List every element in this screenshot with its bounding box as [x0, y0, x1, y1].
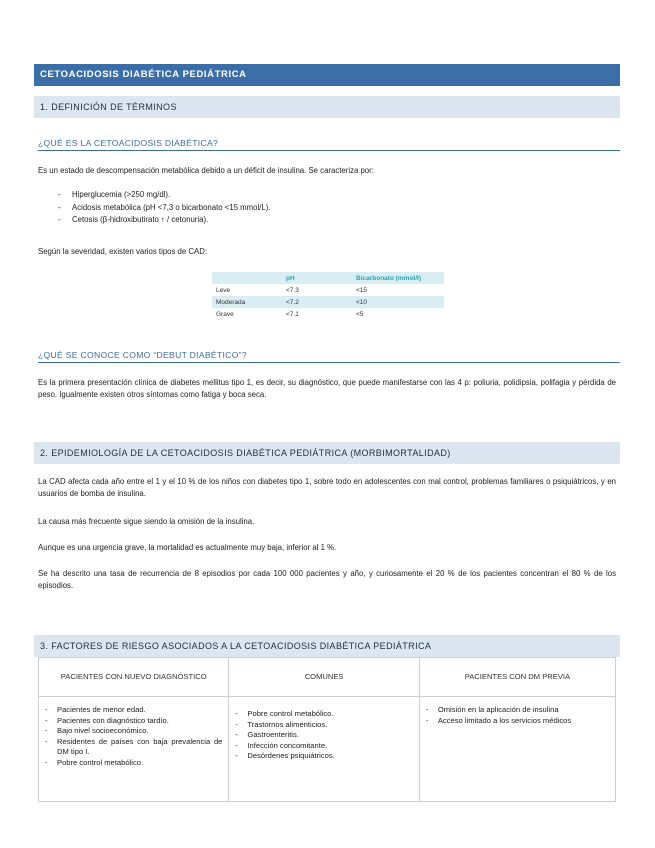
list-item: - Residentes de países con baja prevalencia de DM tipo I.: [45, 737, 222, 758]
risk-column-common: [229, 697, 419, 802]
table-cell: Grave: [216, 310, 234, 318]
list-item: - Cetosis (β-hidroxibutirato ↑ / cetonuria).: [58, 214, 458, 227]
risk-factors-table: [38, 657, 616, 802]
section-3-heading: 3. FACTORES DE RIESGO ASOCIADOS A LA CETOACIDOSIS DIABÉTICA PEDIÁTRICA: [34, 635, 620, 657]
question-what-is-cad: ¿QUÉ ES LA CETOACIDOSIS DIABÉTICA?: [38, 138, 620, 151]
section-2-heading: 2. EPIDEMIOLOGÍA DE LA CETOACIDOSIS DIABÉTICA PEDIÁTRICA (MORBIMORTALIDAD): [34, 442, 620, 464]
table-cell: <5: [356, 310, 364, 318]
list-item: - Pobre control metabólico.: [235, 709, 412, 720]
table-cell: <15: [356, 286, 368, 294]
risk-column-prior-dm: [419, 697, 615, 802]
cad-definition-text: Es un estado de descompensación metabólica debido a un déficit de insulina. Se caracteriza por:: [38, 166, 374, 175]
epidemiology-paragraph: La CAD afecta cada año entre el 1 y el 10 % de los niños con diabetes tipo 1, sobre todo en adolescentes con mal control, problemas familiares o psiquiátricos, y en usuarios de bomba de insulina.: [38, 477, 616, 498]
table-header: Bicarbonato (mmol/l): [352, 272, 444, 284]
column-header: PACIENTES CON NUEVO DIAGNÓSTICO: [39, 658, 229, 697]
debut-text: Es la primera presentación clínica de diabetes mellitus tipo 1, es decir, su diagnóstico, que puede manifestarse con las 4 p: poliuria, polidipsia, polifagia y pérdida de peso. Igualmente existen otros síntomas como fatiga y boca seca.: [38, 378, 616, 399]
table-cell: <7.1: [286, 310, 299, 318]
severity-intro-text: Según la severidad, existen varios tipos de CAD:: [38, 247, 208, 256]
risk-column-new-diagnosis: [39, 697, 229, 802]
epidemiology-paragraph: La causa más frecuente sigue siendo la omisión de la insulina.: [38, 517, 255, 526]
list-item: - Infección concomitante.: [235, 741, 412, 752]
list-item: - Bajo nivel socioeconómico.: [45, 726, 222, 737]
epidemiology-paragraph: Se ha descrito una tasa de recurrencia de 8 episodios por cada 100 000 pacientes y año, y curiosamente el 20 % de los pacientes concentran el 80 % de los episodios.: [38, 569, 616, 590]
column-header: PACIENTES CON DM PREVIA: [419, 658, 615, 697]
section-1-heading: 1. DEFINICIÓN DE TÉRMINOS: [34, 96, 620, 118]
list-item: - Acceso limitado a los servicios médicos: [426, 716, 609, 727]
list-item: - Omisión en la aplicación de insulina: [426, 705, 609, 716]
document-title: CETOACIDOSIS DIABÉTICA PEDIÁTRICA: [34, 64, 620, 86]
question-debut: ¿QUÉ SE CONOCE COMO “DEBUT DIABÉTICO”?: [38, 350, 620, 363]
table-cell: <10: [352, 296, 444, 308]
table-cell: Moderada: [212, 296, 282, 308]
list-item: - Acidosis metabólica (pH <7,3 o bicarbonato <15 mmol/L).: [58, 202, 458, 215]
list-item: - Hiperglucemia (>250 mg/dl).: [58, 189, 458, 202]
list-item: - Pacientes con diagnóstico tardío.: [45, 716, 222, 727]
list-item: - Desórdenes psiquiátricos.: [235, 751, 412, 762]
list-item: - Pobre control metabólico.: [45, 758, 222, 769]
table-cell: <7.2: [282, 296, 352, 308]
list-item: - Pacientes de menor edad.: [45, 705, 222, 716]
epidemiology-paragraph: Aunque es una urgencia grave, la mortalidad es actualmente muy baja, inferior al 1 %.: [38, 543, 337, 552]
list-item: - Trastornos alimenticios.: [235, 720, 412, 731]
list-item: - Gastroenteritis.: [235, 730, 412, 741]
table-cell: Leve: [216, 286, 231, 294]
table-cell: <7.3: [286, 286, 299, 294]
severity-table: [212, 272, 444, 320]
table-header: [212, 272, 282, 284]
cad-criteria-list: [58, 189, 458, 227]
table-header: pH: [282, 272, 352, 284]
column-header: COMUNES: [229, 658, 419, 697]
